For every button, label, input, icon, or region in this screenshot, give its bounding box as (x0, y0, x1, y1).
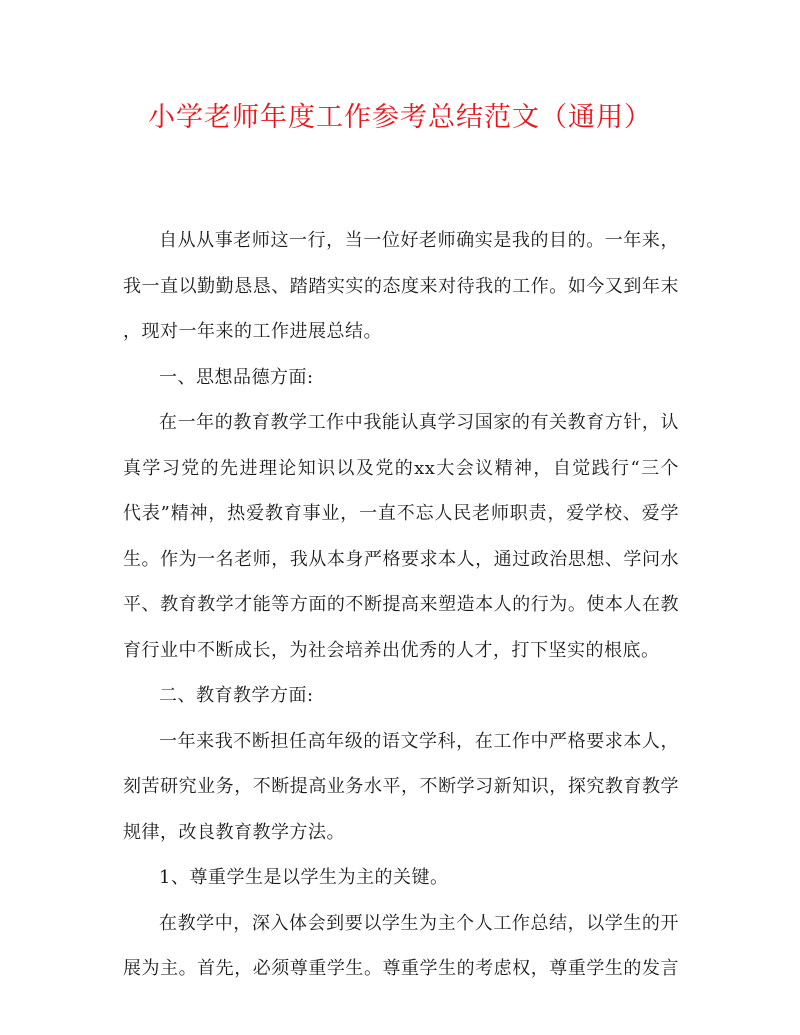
section-heading-teaching (123, 673, 679, 719)
paragraph-teaching (123, 719, 679, 856)
subheading-respect (123, 855, 679, 901)
section-heading: 一、思想品德方面: (159, 366, 314, 388)
paragraph-ideology (123, 400, 679, 673)
paragraph-intro (123, 218, 679, 355)
text-line: 一年来我不断担任高年级的语文学科，在工作中严格要求本人， (159, 730, 679, 752)
section-heading-ideology (123, 355, 679, 401)
text-line: 在一年的教育教学工作中我能认真学习国家的有关教育方针，认 (159, 412, 679, 433)
text-line: 平、教育教学才能等方面的不断提高来塑造本人的行为。使本人在教 (123, 594, 679, 615)
text-line: 生。作为一名老师，我从本身严格要求本人，通过政治思想、学问水 (123, 548, 679, 570)
text-line: 代表”精神，热爱教育事业，一直不忘人民老师职责，爱学校、爱学 (123, 503, 679, 524)
text-line: 自从从事老师这一行，当一位好老师确实是我的目的。一年来， (159, 230, 679, 251)
document-title: 小学老师年度工作参考总结范文（通用） (148, 102, 652, 133)
subsection-heading: 1、尊重学生是以学生为主的关键。 (159, 867, 449, 888)
text-line: ，现对一年来的工作进展总结。 (123, 321, 382, 342)
text-line: 真学习党的先进理论知识以及党的xx大会议精神，自觉践行“三个 (123, 457, 679, 479)
document-body (123, 218, 679, 992)
text-line: 规律，改良教育教学方法。 (123, 821, 345, 843)
section-heading: 二、教育教学方面: (159, 685, 314, 706)
text-line: 育行业中不断成长，为社会培养出优秀的人才，打下坚实的根底。 (123, 639, 660, 661)
text-line: 刻苦研究业务，不断提高业务水平，不断学习新知识，探究教育教学 (123, 776, 679, 797)
paragraph-respect (123, 901, 679, 992)
text-line: 我一直以勤勤恳恳、踏踏实实的态度来对待我的工作。如今又到年末 (123, 275, 679, 297)
text-line: 在教学中，深入体会到要以学生为主个人工作总结，以学生的开 (159, 912, 679, 934)
text-line: 展为主。首先，必须尊重学生。尊重学生的考虑权，尊重学生的发言 (123, 958, 679, 979)
